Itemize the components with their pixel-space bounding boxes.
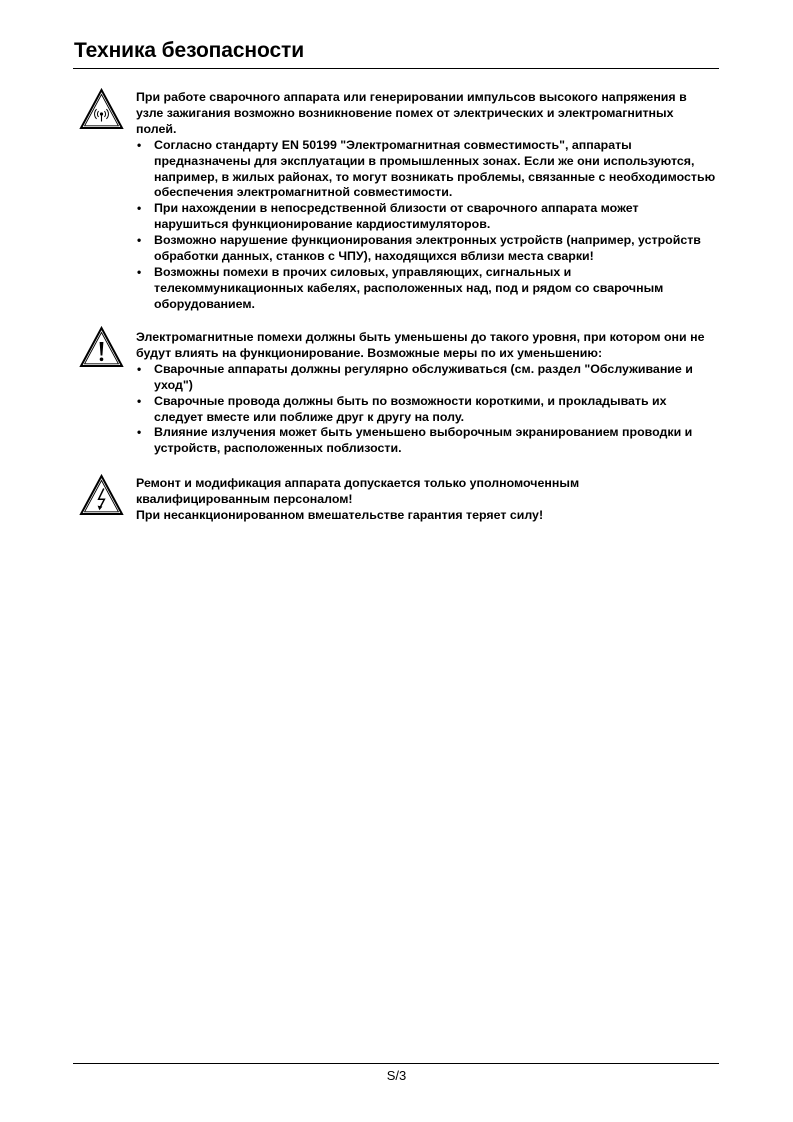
exclamation-warning-icon-graphic — [79, 326, 124, 368]
page-title: Техника безопасности — [74, 39, 305, 62]
radiation-warning-icon — [79, 88, 124, 130]
emc-warning-block — [136, 90, 716, 313]
list-item: • При нахождении в непосредственной близости от сварочного аппарата может нарушиться функционирование кардиостимуляторов. — [137, 201, 639, 232]
bullet-icon: • — [137, 393, 142, 408]
footer-divider — [73, 1063, 719, 1064]
exclamation-warning-icon — [79, 326, 124, 368]
warranty-warning-line: При несанкционированном вмешательстве гарантия теряет силу! — [136, 507, 544, 522]
bullet-icon: • — [137, 201, 142, 216]
service-warning-block — [136, 476, 716, 524]
radiation-warning-icon-graphic — [79, 88, 124, 130]
bullet-icon: • — [137, 425, 142, 440]
list-item: • Возможны помехи в прочих силовых, управляющих, сигнальных и телекоммуникационных кабелях, расположенных над, под и рядом со сварочным оборудованием. — [137, 264, 664, 311]
page-number: S/3 — [386, 1068, 407, 1083]
bullet-icon: • — [137, 233, 142, 248]
high-voltage-warning-icon-graphic — [79, 474, 124, 516]
list-item: • Согласно стандарту EN 50199 "Электромагнитная совместимость", аппараты предназначены для эксплуатации в промышленных зонах. Если же они используются, например, в жилых районах, то могут возникать проблемы, связанные с необходимостью обеспечения электромагнитной совместимости. — [137, 137, 716, 200]
emc-measures-list — [136, 362, 716, 457]
emc-measures-block — [136, 330, 716, 457]
header-divider — [73, 68, 719, 69]
list-item: • Влияние излучения может быть уменьшено выборочным экранированием проводки и устройств, расположенных поблизости. — [137, 425, 693, 456]
bullet-icon: • — [137, 264, 142, 279]
emc-warning-intro: При работе сварочного аппарата или генерировании импульсов высокого напряжения в узле зажигания возможно возникновение помех от электрических и электромагнитных полей. — [136, 90, 687, 136]
list-item: • Сварочные аппараты должны регулярно обслуживаться (см. раздел "Обслуживание и уход") — [137, 361, 693, 392]
list-item: • Возможно нарушение функционирования электронных устройств (например, устройств обработки данных, станков с ЧПУ), находящихся вблизи места сварки! — [137, 233, 701, 264]
list-item: • Сварочные провода должны быть по возможности короткими, и прокладывать их следует вместе или поближе друг к другу на полу. — [137, 393, 667, 424]
high-voltage-warning-icon — [79, 474, 124, 516]
bullet-icon: • — [137, 361, 142, 376]
emc-warning-list — [136, 138, 716, 313]
emc-measures-intro: Электромагнитные помехи должны быть уменьшены до такого уровня, при котором они не будут влиять на функционирование. Возможные меры по их уменьшению: — [136, 330, 705, 360]
service-warning-line: Ремонт и модификация аппарата допускается только уполномоченным квалифицированным персоналом! — [136, 476, 580, 506]
bullet-icon: • — [137, 137, 142, 152]
